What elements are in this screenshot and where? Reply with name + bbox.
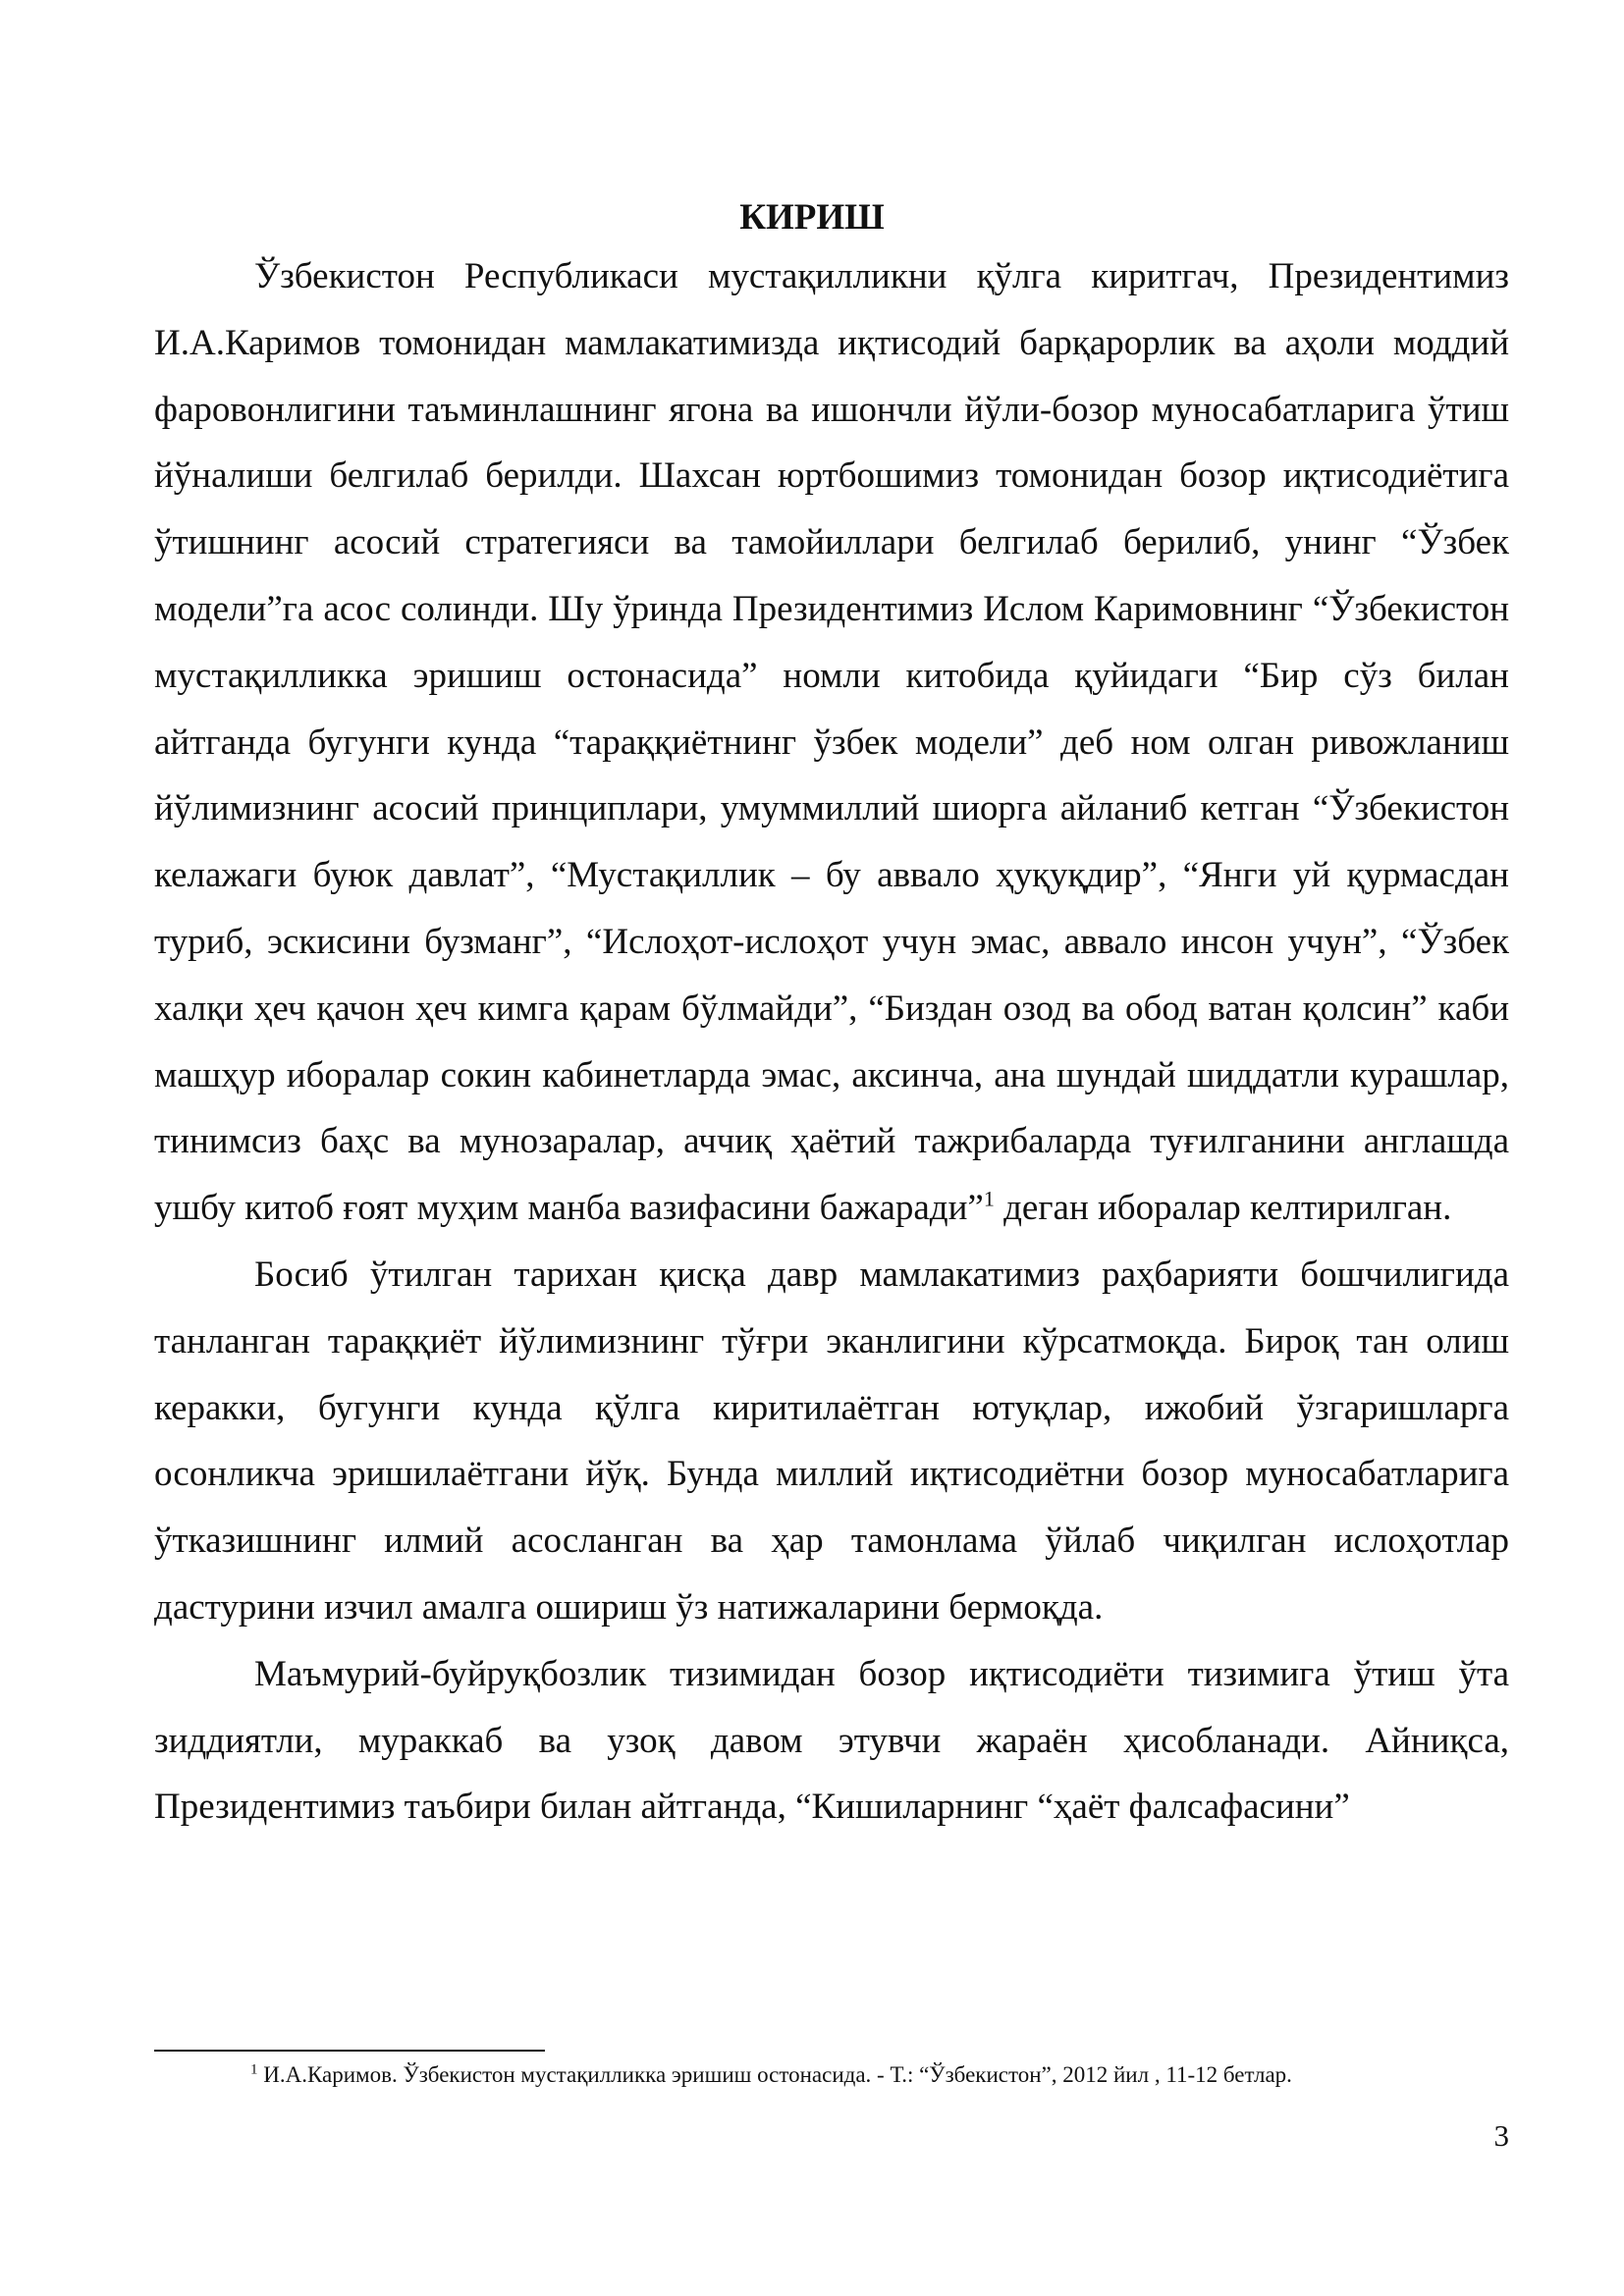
- footnote: [154, 2059, 1509, 2091]
- paragraph-3-text: Маъмурий-буйруқбозлик тизимидан бозор иқтисодиёти тизимига ўтиш ўта зиддиятли, мураккаб ва узоқ давом этувчи жараён ҳисобланади. Айниқса, Президентимиз таъбири билан айтганда, “Кишиларнинг “ҳаёт фалсафасини”: [154, 1653, 1509, 1828]
- paragraph-3: [154, 1641, 1509, 1841]
- paragraph-1-text: Ўзбекистон Республикаси мустақилликни қўлга киритгач, Президентимиз И.А.Каримов томонидан мамлакатимизда иқтисодий барқарорлик ва аҳоли моддий фаровонлигини таъминлашнинг ягона ва ишончли йўли-бозор муносабатларига ўтиш йўналиши белгилаб берилди. Шахсан юртбошимиз томонидан бозор иқтисодиётига ўтишнинг асосий стратегияси ва тамойиллари белгилаб берилиб, унинг “Ўзбек модели”га асос солинди. Шу ўринда Президентимиз Ислом Каримовнинг “Ўзбекистон мустақилликка эришиш остонасида” номли китобида қуйидаги “Бир сўз билан айтганда бугунги кунда “тараққиётнинг ўзбек модели” деб ном олган ривожланиш йўлимизнинг асосий принциплари, умуммиллий шиорга айланиб кетган “Ўзбекистон келажаги буюк давлат”, “Мустақиллик – бу аввало ҳуқуқдир”, “Янги уй қурмасдан туриб, эскисини бузманг”, “Ислоҳот-ислоҳот учун эмас, аввало инсон учун”, “Ўзбек халқи ҳеч қачон ҳеч кимга қарам бўлмайди”, “Биздан озод ва обод ватан қолсин” каби машҳур иборалар сокин кабинетларда эмас, аксинча, ана шундай шиддатли курашлар, тинимсиз баҳс ва мунозаралар, аччиқ ҳаётий тажрибаларда туғилганини англашда ушбу китоб ғоят муҳим манба вазифасини бажаради”: [154, 256, 1509, 1229]
- body-text: [154, 243, 1509, 1841]
- footnote-text: И.А.Каримов. Ўзбекистон мустақилликка эришиш остонасида. - Т.: “Ўзбекистон”, 2012 йил , 11-12 бетлар.: [263, 2062, 1292, 2087]
- footnote-reference: 1: [983, 1186, 995, 1211]
- page-number: 3: [1493, 2118, 1509, 2153]
- paragraph-2-text: Босиб ўтилган тарихан қисқа давр мамлакатимиз раҳбарияти бошчилигида танланган тараққиёт йўлимизнинг тўғри эканлигини кўрсатмоқда. Бироқ тан олиш керакки, бугунги кунда қўлга киритилаётган ютуқлар, ижобий ўзгаришларга осонликча эришилаётгани йўқ. Бунда миллий иқтисодиётни бозор муносабатларига ўтказишнинг илмий асосланган ва ҳар тамонлама ўйлаб чиқилган ислоҳотлар дастурини изчил амалга ошириш ўз натижаларини бермоқда.: [154, 1254, 1509, 1628]
- paragraph-2: [154, 1242, 1509, 1641]
- paragraph-1: [154, 243, 1509, 1242]
- footnote-separator: [154, 2050, 545, 2052]
- footnote-number: 1: [250, 2061, 258, 2078]
- section-heading: КИРИШ: [739, 197, 885, 238]
- paragraph-1-continuation: деган иборалар келтирилган.: [1003, 1188, 1452, 1229]
